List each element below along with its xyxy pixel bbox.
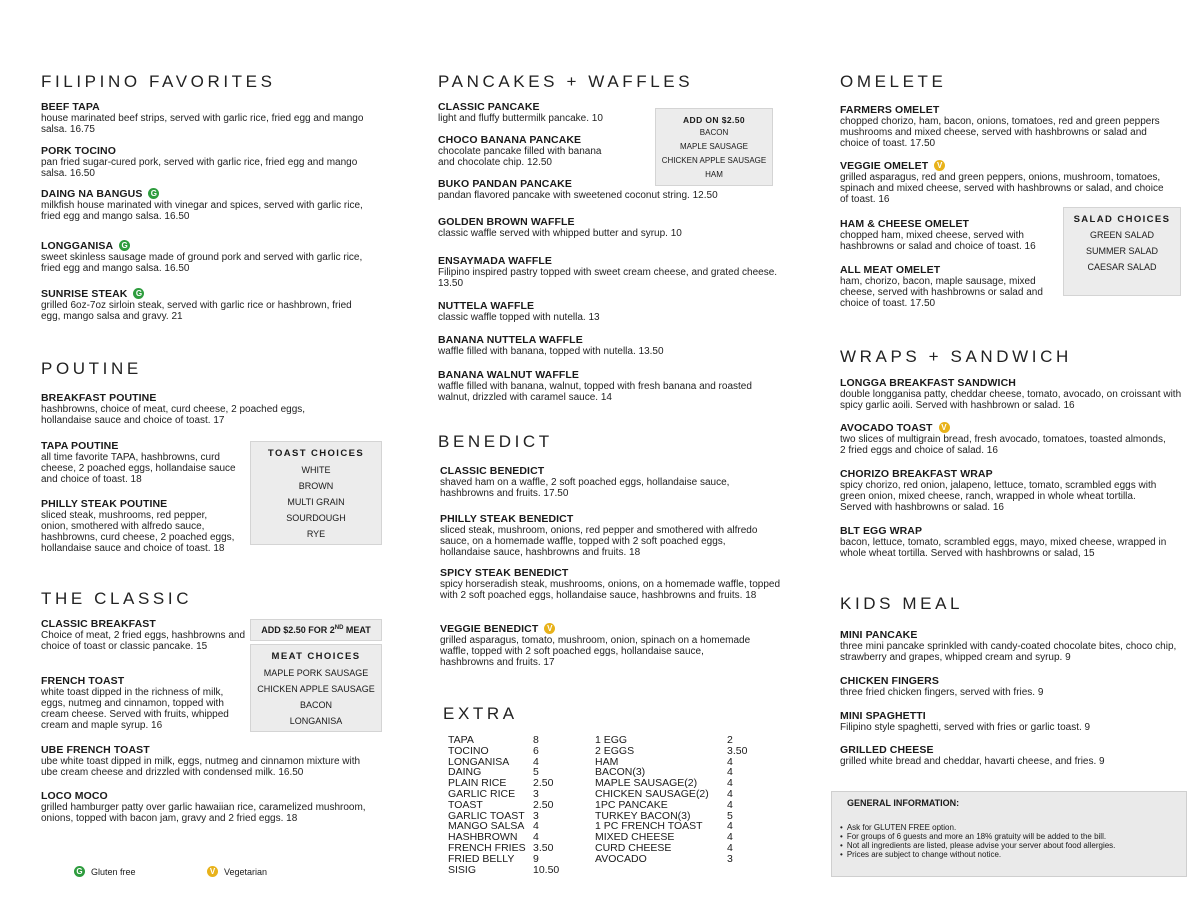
item-desc: pan fried sugar-cured pork, served with garlic rice, fried egg and mango salsa. 16.50 <box>41 157 358 179</box>
extra-name: FRENCH FRIES <box>448 841 526 854</box>
extra-price: 3.50 <box>533 841 554 854</box>
item-desc: chopped ham, mixed cheese, served with hashbrowns or salad and choice of toast. 16 <box>840 230 1036 252</box>
legend-gluten-free <box>74 866 136 877</box>
section-title-pancakes-waffles: PANCAKES + WAFFLES <box>438 72 694 91</box>
meat-choices-box <box>250 644 382 732</box>
box-option: BACON <box>699 128 729 137</box>
item-desc: white toast dipped in the richness of milk, eggs, nutmeg and cinnamon, topped with cream cheese. Served with fruits, whipped cream and maple syrup. 16 <box>41 687 229 731</box>
item-name: MINI PANCAKE <box>840 629 918 641</box>
add-on-box <box>655 108 773 186</box>
info-item: • Ask for GLUTEN FREE option. <box>840 823 1115 832</box>
extra-name: SISIG <box>448 863 477 876</box>
menu-item <box>840 629 1185 663</box>
menu-item <box>840 377 1185 411</box>
menu-item <box>438 216 788 239</box>
item-desc: three mini pancake sprinkled with candy-coated chocolate bites, choco chip, strawberry and grapes, whipped cream and syrup. 9 <box>840 641 1177 663</box>
item-desc: three fried chicken fingers, served with fries. 9 <box>840 687 1044 698</box>
menu-item <box>438 101 648 124</box>
item-name: SUNRISE STEAK <box>41 288 128 300</box>
legend-label: Gluten free <box>91 866 136 877</box>
extra-name: AVOCADO <box>595 852 647 865</box>
extra-name: CHICKEN SAUSAGE(2) <box>595 787 709 800</box>
menu-item <box>440 513 765 558</box>
menu-item <box>840 160 1170 205</box>
extra-price: 8 <box>533 734 539 746</box>
item-desc: classic waffle topped with nutella. 13 <box>438 312 600 323</box>
legend-vegetarian <box>207 866 267 877</box>
extra-row <box>448 800 583 811</box>
menu-item <box>41 392 346 426</box>
item-desc: grilled hamburger patty over garlic hawaiian rice, caramelized mushroom, onions, topped with bacon jam, gravy and 2 fried eggs. 18 <box>41 802 366 824</box>
extra-name: 2 EGGS <box>595 744 635 757</box>
item-name: UBE FRENCH TOAST <box>41 744 150 756</box>
menu-item <box>438 255 783 289</box>
item-name: CHOCO BANANA PANCAKE <box>438 134 582 146</box>
section-title-benedict: BENEDICT <box>438 432 553 451</box>
extra-name: TURKEY BACON(3) <box>595 809 691 822</box>
menu-item <box>41 240 371 274</box>
gluten-free-icon: G <box>148 188 159 199</box>
extra-table-left <box>448 735 583 875</box>
toast-choices-box <box>250 441 382 545</box>
item-desc: light and fluffy buttermilk pancake. 10 <box>438 113 603 124</box>
item-name: BEEF TAPA <box>41 101 100 113</box>
item-desc: chocolate pancake filled with banana and chocolate chip. 12.50 <box>438 146 602 168</box>
extra-price: 4 <box>727 798 733 811</box>
extra-name: MIXED CHEESE <box>595 831 675 844</box>
item-name: FARMERS OMELET <box>840 104 940 116</box>
box-option: GREEN SALAD <box>1089 230 1155 240</box>
extra-name: FRIED BELLY <box>448 852 515 865</box>
box-option: BACON <box>299 700 332 710</box>
info-item: • For groups of 6 guests and more an 18% gratuity will be added to the bill. <box>840 832 1115 841</box>
item-name: BANANA WALNUT WAFFLE <box>438 369 580 381</box>
section-title-poutine: POUTINE <box>41 359 142 378</box>
item-desc: Filipino inspired pastry topped with sweet cream cheese, and grated cheese. 13.50 <box>438 267 778 289</box>
box-option: CHICKEN APPLE SAUSAGE <box>257 684 375 694</box>
item-name: SPICY STEAK BENEDICT <box>440 567 569 579</box>
extra-price: 4 <box>727 820 733 833</box>
section-title-the-classic: THE CLASSIC <box>41 589 193 608</box>
item-name: GRILLED CHEESE <box>840 744 934 756</box>
extra-price: 9 <box>533 852 539 865</box>
box-title: MEAT CHOICES <box>271 651 361 662</box>
gluten-free-icon: G <box>74 866 85 877</box>
item-desc: shaved ham on a waffle, 2 soft poached eggs, hollandaise sauce, hashbrowns and fruits. 17.50 <box>440 477 730 499</box>
add-meat-label: ADD $2.50 FOR 2ND MEAT <box>261 625 371 635</box>
extra-price: 5 <box>727 809 733 822</box>
extra-price: 2.50 <box>533 777 554 790</box>
extra-price: 4 <box>533 831 539 844</box>
vegetarian-icon: V <box>207 866 218 877</box>
legend-label: Vegetarian <box>224 866 268 877</box>
item-desc: sliced steak, mushroom, onions, red pepper and smothered with alfredo sauce, on a homemade waffle, topped with 2 soft poached eggs, hollandaise sauce, hashbrowns and fruits. 18 <box>440 525 758 558</box>
menu-item <box>840 525 1185 559</box>
item-name: GOLDEN BROWN WAFFLE <box>438 216 575 228</box>
extra-name: TAPA <box>448 734 474 746</box>
box-option: HAM <box>705 170 723 179</box>
info-item: • Not all ingredients are listed, please advise your server about food allergies. <box>840 841 1115 850</box>
box-option: SUMMER SALAD <box>1085 246 1158 256</box>
extra-row <box>448 865 583 876</box>
extra-name: BACON(3) <box>595 766 646 779</box>
box-option: MULTI GRAIN <box>287 497 345 507</box>
info-list <box>840 823 1115 859</box>
extra-name: DAING <box>448 766 482 779</box>
extra-row <box>448 854 583 865</box>
item-name: BREAKFAST POUTINE <box>41 392 157 404</box>
vegetarian-icon: V <box>939 422 950 433</box>
menu-item <box>41 618 246 652</box>
salad-choices-box <box>1063 207 1181 296</box>
menu-item <box>41 744 371 778</box>
item-desc: hashbrowns, choice of meat, curd cheese, 2 poached eggs, hollandaise sauce and choice of toast. 17 <box>41 404 306 426</box>
menu-item <box>41 288 371 322</box>
item-name: HAM & CHEESE OMELET <box>840 218 970 230</box>
extra-price: 3 <box>533 787 539 800</box>
box-option: MAPLE SAUSAGE <box>679 142 749 151</box>
extra-name: HASHBROWN <box>448 831 518 844</box>
item-name: VEGGIE OMELET <box>840 160 929 172</box>
extra-name: GARLIC TOAST <box>448 809 525 822</box>
extra-price: 2 <box>727 734 733 746</box>
extra-price: 4 <box>727 841 733 854</box>
box-title: ADD ON $2.50 <box>683 115 745 125</box>
menu-item <box>438 300 788 323</box>
item-desc: ham, chorizo, bacon, maple sausage, mixed cheese, served with hashbrowns or salad and choice of toast. 17.50 <box>840 276 1043 309</box>
extra-name: MANGO SALSA <box>448 820 525 833</box>
menu-item <box>438 369 758 403</box>
item-desc: grilled white bread and cheddar, havarti cheese, and fries. 9 <box>840 756 1105 767</box>
box-option: CAESAR SALAD <box>1087 262 1157 272</box>
item-name: CHICKEN FINGERS <box>840 675 939 687</box>
item-desc: grilled asparagus, red and green peppers, onions, mushroom, tomatoes, spinach and mixed cheese, served with hashbrowns or salad, and choice of toast. 16 <box>840 172 1164 205</box>
extra-price: 5 <box>533 766 539 779</box>
extra-row <box>448 746 583 757</box>
item-name: CLASSIC BREAKFAST <box>41 618 156 630</box>
box-option: WHITE <box>301 465 331 475</box>
extra-name: TOAST <box>448 798 483 811</box>
item-name: LOCO MOCO <box>41 790 108 802</box>
item-name: MINI SPAGHETTI <box>840 710 926 722</box>
menu-item <box>840 104 1170 149</box>
menu-item <box>41 498 236 554</box>
extra-price: 3 <box>533 809 539 822</box>
item-desc: spicy horseradish steak, mushrooms, onions, on a homemade waffle, topped with 2 soft poached eggs, hollandaise sauce, hashbrowns and fruits. 18 <box>440 579 780 601</box>
item-desc: chopped chorizo, ham, bacon, onions, tomatoes, red and green peppers mushrooms and mixed cheese, served with hashbrowns or salad and choice of toast. 17.50 <box>840 116 1160 149</box>
add-meat-box <box>250 619 382 641</box>
item-name: AVOCADO TOAST <box>840 422 933 434</box>
item-desc: sweet skinless sausage made of ground pork and served with garlic rice, fried egg and mango salsa. 16.50 <box>41 252 363 274</box>
box-option: CHICKEN APPLE SAUSAGE <box>661 156 767 165</box>
item-desc: all time favorite TAPA, hashbrowns, curd cheese, 2 poached eggs, hollandaise sauce and choice of toast. 18 <box>41 452 236 485</box>
item-name: PHILLY STEAK POUTINE <box>41 498 168 510</box>
menu-item <box>440 567 780 601</box>
menu-item <box>840 468 1165 513</box>
extra-name: 1 PC FRENCH TOAST <box>595 820 703 833</box>
item-desc: grilled 6oz-7oz sirloin steak, served with garlic rice or hashbrown, fried egg, mango salsa and gravy. 21 <box>41 300 352 322</box>
extra-price: 6 <box>533 744 539 757</box>
section-title-filipino-favorites: FILIPINO FAVORITES <box>41 72 276 91</box>
menu-item <box>41 101 371 135</box>
extra-row <box>595 854 757 865</box>
extra-name: PLAIN RICE <box>448 777 507 790</box>
box-title: SALAD CHOICES <box>1073 214 1171 225</box>
section-title-kids-meal: KIDS MEAL <box>840 594 964 613</box>
extra-price: 4 <box>727 787 733 800</box>
item-desc: grilled asparagus, tomato, mushroom, onion, spinach on a homemade waffle, topped with 2 soft poached eggs, hollandaise sauce, hashbrowns and fruits. 17 <box>440 635 751 668</box>
extra-price: 2.50 <box>533 798 554 811</box>
extra-row <box>595 800 757 811</box>
menu-item <box>41 440 248 485</box>
extra-price: 4 <box>727 777 733 790</box>
item-name: DAING NA BANGUS <box>41 188 143 200</box>
extra-name: 1PC PANCAKE <box>595 798 668 811</box>
item-desc: waffle filled with banana, walnut, topped with fresh banana and roasted walnut, drizzled with caramel sauce. 14 <box>438 381 752 403</box>
extra-name: CURD CHEESE <box>595 841 672 854</box>
extra-price: 4 <box>727 831 733 844</box>
section-title-wraps-sandwich: WRAPS + SANDWICH <box>840 347 1072 366</box>
gluten-free-icon: G <box>119 240 130 251</box>
info-item: • Prices are subject to change without notice. <box>840 850 1115 859</box>
item-name: TAPA POUTINE <box>41 440 119 452</box>
extra-price: 3 <box>727 852 733 865</box>
box-option: MAPLE PORK SAUSAGE <box>263 668 369 678</box>
item-name: LONGGA BREAKFAST SANDWICH <box>840 377 1016 389</box>
item-desc: milkfish house marinated with vinegar and spices, served with garlic rice, fried egg and mango salsa. 16.50 <box>41 200 363 222</box>
extra-price: 4 <box>727 755 733 768</box>
box-option: SOURDOUGH <box>286 513 346 523</box>
item-name: BLT EGG WRAP <box>840 525 923 537</box>
item-desc: waffle filled with banana, topped with nutella. 13.50 <box>438 346 664 357</box>
menu-item <box>41 675 246 731</box>
menu-item <box>840 710 1185 733</box>
item-desc: spicy chorizo, red onion, jalapeno, lettuce, tomato, scrambled eggs with green onion, mixed cheese, ranch, wrapped in whole wheat tortilla. Served with hashbrowns or salad. 16 <box>840 480 1157 513</box>
item-name: LONGGANISA <box>41 240 114 252</box>
menu-item <box>41 188 371 222</box>
item-desc: house marinated beef strips, served with garlic rice, fried egg and mango salsa. 16.75 <box>41 113 364 135</box>
menu-item <box>41 790 386 824</box>
item-name: BANANA NUTTELA WAFFLE <box>438 334 583 346</box>
menu-item <box>438 334 788 357</box>
extra-price: 10.50 <box>533 863 560 876</box>
vegetarian-icon: V <box>934 160 945 171</box>
section-title-omelete: OMELETE <box>840 72 947 91</box>
item-desc: double longganisa patty, cheddar cheese, tomato, avocado, on croissant with spicy garlic aoili. Served with hashbrown or salad. 16 <box>840 389 1182 411</box>
item-desc: pandan flavored pancake with sweetened coconut string. 12.50 <box>438 190 718 201</box>
menu-item <box>840 264 1058 309</box>
extra-row <box>595 746 757 757</box>
extra-name: HAM <box>595 755 619 768</box>
box-option: RYE <box>306 529 326 539</box>
menu-item <box>440 465 765 499</box>
extra-name: LONGANISA <box>448 755 510 768</box>
item-desc: sliced steak, mushrooms, red pepper, onion, smothered with alfredo sauce, hashbrowns, curd cheese, 2 poached eggs, hollandaise sauce and choice of toast. 18 <box>41 510 235 554</box>
menu-item <box>840 218 1058 252</box>
menu-item <box>438 134 613 168</box>
item-name: BUKO PANDAN PANCAKE <box>438 178 572 190</box>
extra-price: 4 <box>533 820 539 833</box>
item-name: CLASSIC BENEDICT <box>440 465 545 477</box>
box-option: LONGANISA <box>289 716 343 726</box>
item-name: ENSAYMADA WAFFLE <box>438 255 552 267</box>
item-name: VEGGIE BENEDICT <box>440 623 539 635</box>
item-name: NUTTELA WAFFLE <box>438 300 535 312</box>
extra-price: 3.50 <box>727 744 748 757</box>
item-name: ALL MEAT OMELET <box>840 264 941 276</box>
menu-item <box>840 675 1185 698</box>
item-desc: two slices of multigrain bread, fresh avocado, tomatoes, toasted almonds, 2 fried eggs and choice of salad. 16 <box>840 434 1166 456</box>
extra-name: GARLIC RICE <box>448 787 516 800</box>
extra-table-right <box>595 735 757 865</box>
item-desc: classic waffle served with whipped butter and syrup. 10 <box>438 228 682 239</box>
item-desc: Choice of meat, 2 fried eggs, hashbrowns and choice of toast or classic pancake. 15 <box>41 630 246 652</box>
menu-item <box>840 744 1185 767</box>
item-name: CHORIZO BREAKFAST WRAP <box>840 468 993 480</box>
menu-item <box>41 145 371 179</box>
item-name: PORK TOCINO <box>41 145 116 157</box>
extra-name: MAPLE SAUSAGE(2) <box>595 777 698 790</box>
extra-price: 4 <box>533 755 539 768</box>
menu-item <box>840 422 1170 456</box>
item-name: PHILLY STEAK BENEDICT <box>440 513 574 525</box>
info-title: GENERAL INFORMATION: <box>847 798 960 808</box>
item-desc: Filipino style spaghetti, served with fries or garlic toast. 9 <box>840 722 1091 733</box>
item-name: CLASSIC PANCAKE <box>438 101 540 113</box>
box-title: TOAST CHOICES <box>267 448 365 459</box>
extra-price: 4 <box>727 766 733 779</box>
menu-item <box>440 623 760 668</box>
item-name: FRENCH TOAST <box>41 675 125 687</box>
general-information-box <box>831 791 1187 877</box>
item-desc: bacon, lettuce, tomato, scrambled eggs, mayo, mixed cheese, wrapped in whole wheat tortilla. Served with hashbrowns or salad, 15 <box>840 537 1167 559</box>
vegetarian-icon: V <box>544 623 555 634</box>
extra-name: TOCINO <box>448 744 489 757</box>
section-title-extra: EXTRA <box>443 704 518 723</box>
extra-name: 1 EGG <box>595 734 628 746</box>
item-desc: ube white toast dipped in milk, eggs, nutmeg and cinnamon mixture with ube cream cheese and drizzled with condensed milk. 16.50 <box>41 756 361 778</box>
box-option: BROWN <box>298 481 334 491</box>
gluten-free-icon: G <box>133 288 144 299</box>
